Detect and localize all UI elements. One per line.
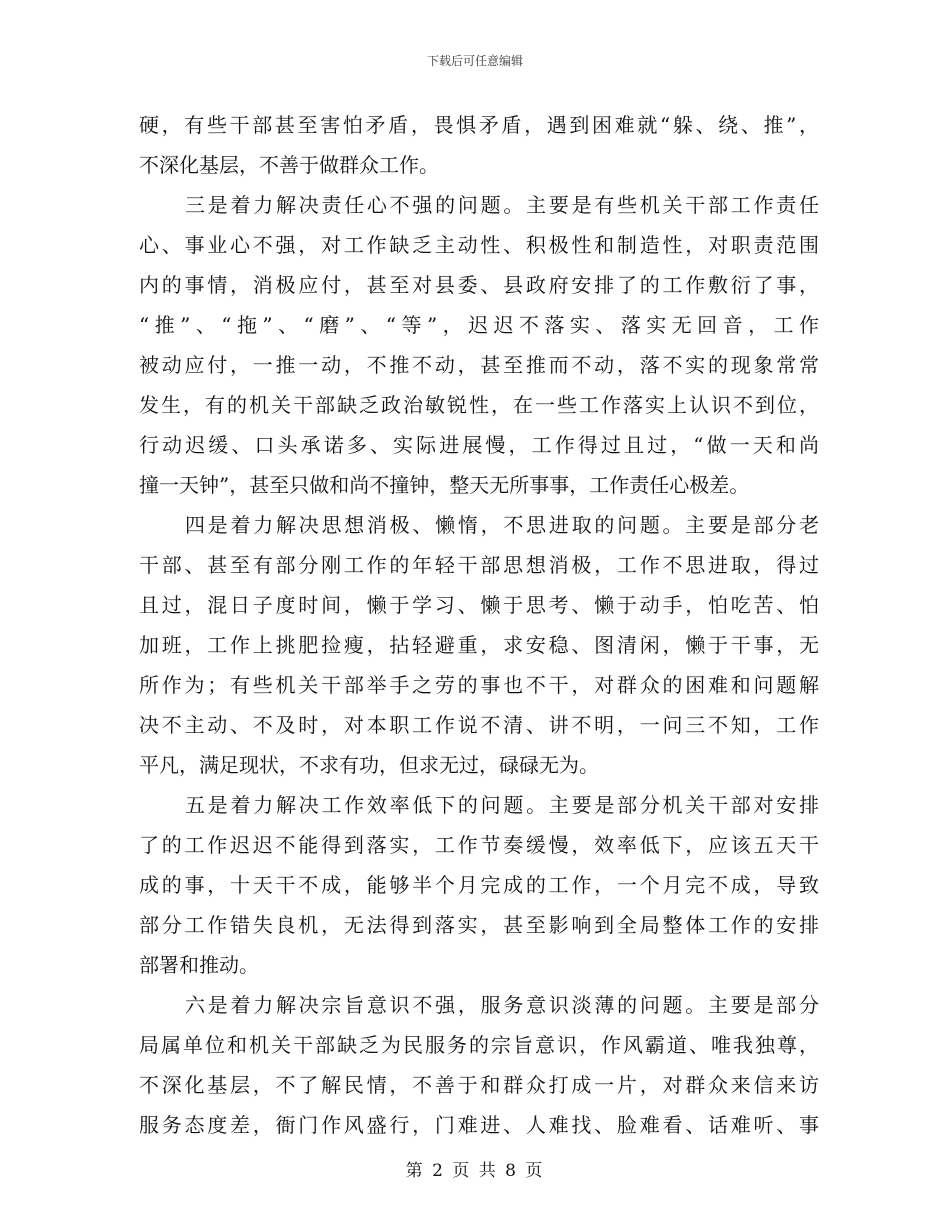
- text-line: 干部、甚至有部分刚工作的年轻干部思想消极，工作不思进取，得过: [139, 553, 819, 577]
- paragraph-first-line: 五是着力解决工作效率低下的问题。主要是部分机关干部对安排: [185, 793, 819, 817]
- text-line: 不深化基层，不了解民情，不善于和群众打成一片，对群众来信来访: [139, 1073, 819, 1097]
- text-line: “推”、“拖”、“磨”、“等”，迟迟不落实、落实无回音，工作: [139, 313, 819, 337]
- text-line: 部分工作错失良机，无法得到落实，甚至影响到全局整体工作的安排: [139, 913, 819, 937]
- text-line: 服务态度差，衙门作风盛行，门难进、人难找、脸难看、话难听、事: [139, 1113, 819, 1137]
- text-line: 被动应付，一推一动，不推不动，甚至推而不动，落不实的现象常常: [139, 353, 819, 377]
- paragraph-first-line: 三是着力解决责任心不强的问题。主要是有些机关干部工作责任: [185, 193, 819, 217]
- paragraph-first-line: 四是着力解决思想消极、懒惰，不思进取的问题。主要是部分老: [185, 513, 819, 537]
- text-line: 局属单位和机关干部缺乏为民服务的宗旨意识，作风霸道、唯我独尊，: [139, 1033, 819, 1057]
- text-line: 所作为；有些机关干部举手之劳的事也不干，对群众的困难和问题解: [139, 673, 819, 697]
- text-line: 内的事情，消极应付，甚至对县委、县政府安排了的工作敷衍了事，: [139, 273, 819, 297]
- text-line: 撞一天钟”，甚至只做和尚不撞钟，整天无所事事，工作责任心极差。: [139, 473, 750, 497]
- text-line: 行动迟缓、口头承诺多、实际进展慢，工作得过且过，“做一天和尚: [139, 433, 819, 457]
- text-line: 平凡，满足现状，不求有功，但求无过，碌碌无为。: [139, 753, 599, 777]
- text-line: 加班，工作上挑肥捡瘦，拈轻避重，求安稳、图清闲，懒于干事，无: [139, 633, 819, 657]
- page-header-note: 下载后可任意编辑: [426, 54, 523, 68]
- text-line: 部署和推动。: [139, 953, 259, 977]
- text-line: 且过，混日子度时间，懒于学习、懒于思考、懒于动手，怕吃苦、怕: [139, 593, 819, 617]
- text-line: 了的工作迟迟不能得到落实，工作节奏缓慢，效率低下，应该五天干: [139, 833, 819, 857]
- text-line: 不深化基层，不善于做群众工作。: [139, 153, 439, 177]
- text-line: 成的事，十天干不成，能够半个月完成的工作，一个月完不成，导致: [139, 873, 819, 897]
- page-number: 第 2 页 共 8 页: [405, 1161, 545, 1181]
- text-line: 决不主动、不及时，对本职工作说不清、讲不明，一问三不知，工作: [139, 713, 819, 737]
- text-line: 心、事业心不强，对工作缺乏主动性、积极性和制造性，对职责范围: [139, 233, 819, 257]
- text-line: 硬，有些干部甚至害怕矛盾，畏惧矛盾，遇到困难就“躲、绕、推”，: [139, 113, 819, 137]
- text-line: 发生，有的机关干部缺乏政治敏锐性，在一些工作落实上认识不到位，: [139, 393, 819, 417]
- paragraph-first-line: 六是着力解决宗旨意识不强，服务意识淡薄的问题。主要是部分: [185, 993, 819, 1017]
- document-body: [139, 105, 819, 1145]
